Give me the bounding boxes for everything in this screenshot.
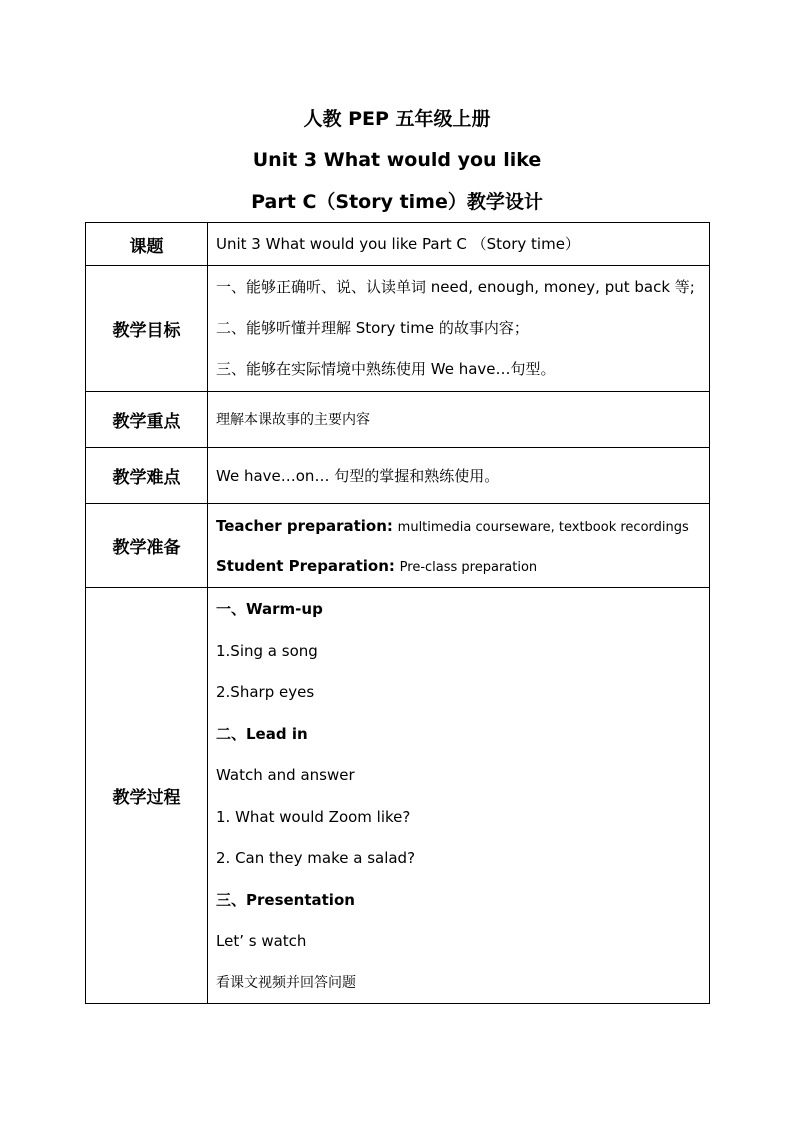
process-step: 1.Sing a song bbox=[216, 641, 318, 660]
student-preparation bbox=[216, 546, 709, 586]
process-label: 教学过程 bbox=[86, 588, 208, 1004]
document-subtitle-part: Part C（Story time）教学设计 bbox=[251, 191, 543, 213]
process-heading-presentation: 三、Presentation bbox=[216, 890, 355, 909]
table-row-key-points bbox=[86, 392, 710, 448]
key-points-cell bbox=[208, 392, 710, 448]
process-heading-warmup: 一、Warm-up bbox=[216, 600, 323, 618]
teacher-preparation-value: multimedia courseware, textbook recordings bbox=[397, 519, 689, 535]
document-title: 人教 PEP 五年级上册 bbox=[303, 108, 491, 130]
topic-value: Unit 3 What would you like Part C （Story time） bbox=[216, 235, 580, 253]
difficulties-value: We have…on… 句型的掌握和熟练使用。 bbox=[216, 466, 500, 485]
student-preparation-label: Student Preparation: bbox=[216, 556, 395, 575]
table-row-difficulties bbox=[86, 448, 710, 504]
table-row-goals bbox=[86, 266, 710, 392]
table-row-process bbox=[86, 588, 710, 1004]
process-step: Let’ s watch bbox=[216, 932, 307, 950]
goal-item-1: 一、能够正确听、说、认读单词 need, enough, money, put back 等; bbox=[216, 278, 695, 296]
difficulties-label: 教学难点 bbox=[86, 448, 208, 504]
topic-label: 课题 bbox=[86, 223, 208, 266]
goals-label: 教学目标 bbox=[86, 266, 208, 392]
key-points-value: 理解本课故事的主要内容 bbox=[216, 411, 370, 428]
teacher-preparation-label: Teacher preparation: bbox=[216, 516, 393, 535]
student-preparation-value: Pre-class preparation bbox=[399, 559, 538, 575]
process-step: 2.Sharp eyes bbox=[216, 683, 315, 701]
key-points-label: 教学重点 bbox=[86, 392, 208, 448]
process-step: 2. Can they make a salad? bbox=[216, 849, 416, 867]
document-subtitle-unit: Unit 3 What would you like bbox=[252, 149, 542, 171]
table-row-topic bbox=[86, 223, 710, 266]
goal-item-3: 三、能够在实际情境中熟练使用 We have…句型。 bbox=[216, 360, 556, 378]
table-row-preparation bbox=[86, 504, 710, 588]
preparation-label: 教学准备 bbox=[86, 504, 208, 588]
preparation-cell bbox=[208, 504, 710, 588]
teacher-preparation bbox=[216, 506, 709, 546]
process-step: Watch and answer bbox=[216, 766, 355, 784]
topic-value-cell bbox=[208, 223, 710, 266]
process-heading-lead-in: 二、Lead in bbox=[216, 724, 308, 743]
lesson-plan-table bbox=[85, 222, 710, 1004]
goal-item-2: 二、能够听懂并理解 Story time 的故事内容； bbox=[216, 319, 529, 337]
goals-cell bbox=[208, 266, 710, 392]
process-step: 看课文视频并回答问题 bbox=[216, 974, 356, 991]
process-step: 1. What would Zoom like? bbox=[216, 807, 411, 826]
process-cell bbox=[208, 588, 710, 1004]
difficulties-cell bbox=[208, 448, 710, 504]
